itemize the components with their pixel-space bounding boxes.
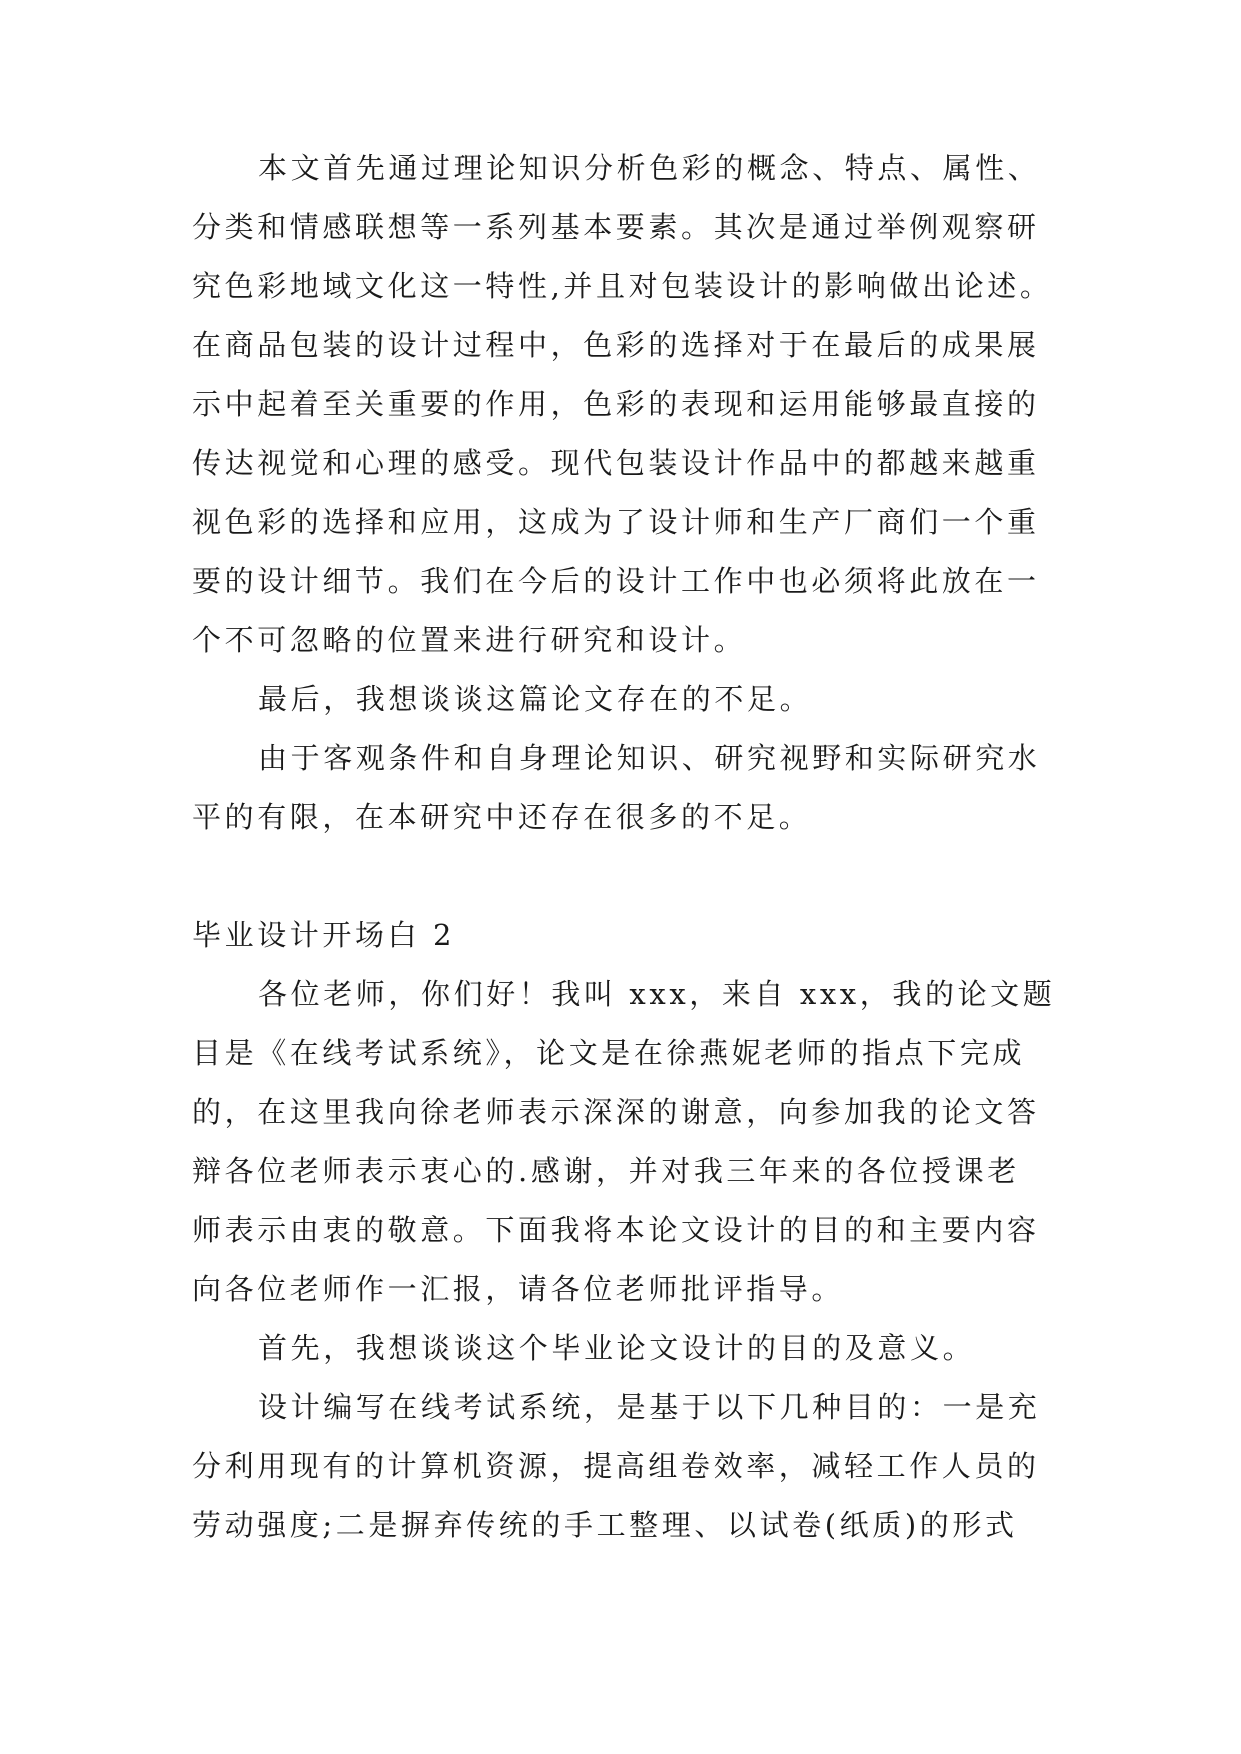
paragraph-line: 要的设计细节。我们在今后的设计工作中也必须将此放在一	[192, 564, 1040, 598]
paragraph-line: 目是《在线考试系统》，论文是在徐燕妮老师的指点下完成	[192, 1036, 1026, 1070]
paragraph-line: 传达视觉和心理的感受。现代包装设计作品中的都越来越重	[192, 446, 1040, 480]
paragraph-line: 本文首先通过理论知识分析色彩的概念、特点、属性、	[258, 151, 1041, 185]
paragraph-line: 设计编写在线考试系统，是基于以下几种目的：一是充	[258, 1390, 1041, 1424]
paragraph-line: 平的有限，在本研究中还存在很多的不足。	[192, 800, 812, 834]
paragraph-line: 究色彩地域文化这一特性,并且对包装设计的影响做出论述。	[192, 269, 1053, 303]
paragraph-line: 的，在这里我向徐老师表示深深的谢意，向参加我的论文答	[192, 1095, 1040, 1129]
paragraph-line: 分利用现有的计算机资源，提高组卷效率，减轻工作人员的	[192, 1449, 1040, 1483]
paragraph-line: 辩各位老师表示衷心的.感谢，并对我三年来的各位授课老	[192, 1154, 1020, 1188]
paragraph-line: 最后，我想谈谈这篇论文存在的不足。	[258, 682, 813, 716]
paragraph-line: 由于客观条件和自身理论知识、研究视野和实际研究水	[258, 741, 1041, 775]
paragraph-line: 在商品包装的设计过程中，色彩的选择对于在最后的成果展	[192, 328, 1040, 362]
paragraph-line: 个不可忽略的位置来进行研究和设计。	[192, 623, 747, 657]
paragraph-line: 师表示由衷的敬意。下面我将本论文设计的目的和主要内容	[192, 1213, 1040, 1247]
paragraph-line: 首先，我想谈谈这个毕业论文设计的目的及意义。	[258, 1331, 976, 1365]
paragraph-line: 劳动强度;二是摒弃传统的手工整理、以试卷(纸质)的形式	[192, 1508, 1018, 1542]
section-heading: 毕业设计开场白 2	[192, 918, 456, 952]
paragraph-line: 分类和情感联想等一系列基本要素。其次是通过举例观察研	[192, 210, 1040, 244]
paragraph-line: 向各位老师作一汇报，请各位老师批评指导。	[192, 1272, 845, 1306]
paragraph-line: 视色彩的选择和应用，这成为了设计师和生产厂商们一个重	[192, 505, 1040, 539]
paragraph-line: 示中起着至关重要的作用，色彩的表现和运用能够最直接的	[192, 387, 1040, 421]
paragraph-line: 各位老师，你们好！我叫 xxx，来自 xxx，我的论文题	[258, 977, 1056, 1011]
